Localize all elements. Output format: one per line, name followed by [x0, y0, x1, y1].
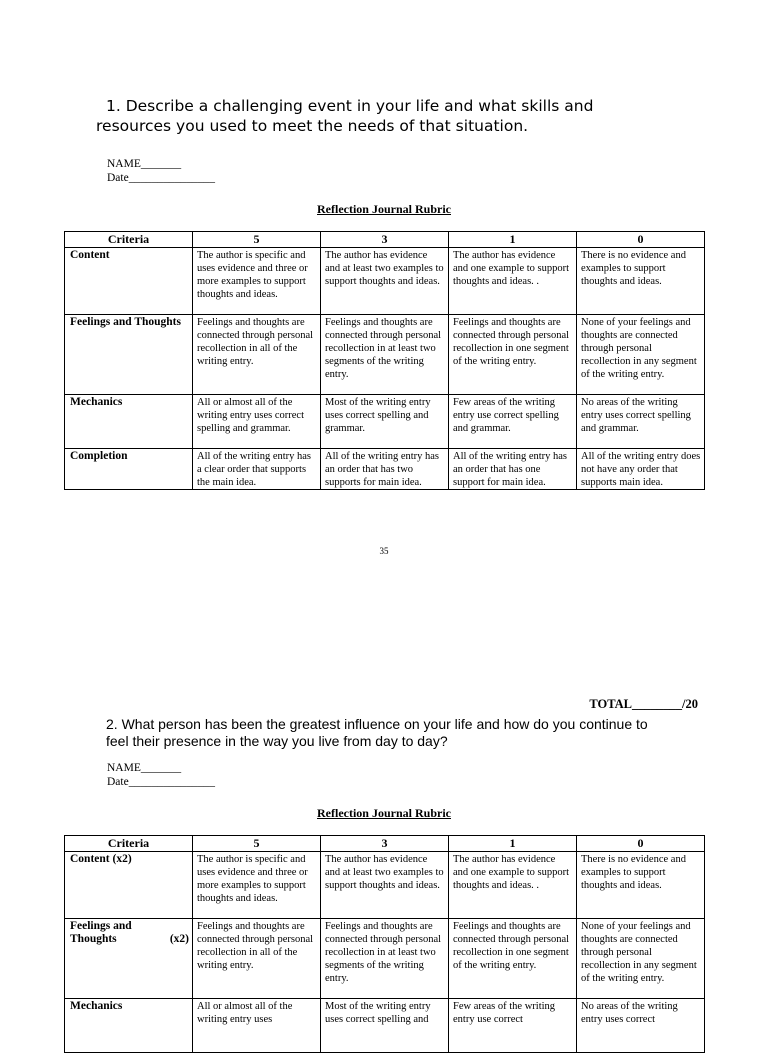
rubric-table-2: [64, 835, 705, 1053]
header-score-5: 5: [193, 836, 321, 852]
header-score-1: 1: [449, 836, 577, 852]
criteria-cell: Completion: [65, 449, 193, 490]
rubric-title: Reflection Journal Rubric: [317, 202, 451, 216]
criteria-cell: Content: [65, 248, 193, 315]
criteria-cell: Feelings and Thoughts: [65, 315, 193, 395]
rubric-cell: Feelings and thoughts are connected through personal recollection in at least two segments of the writing entry.: [321, 315, 449, 395]
rubric-cell: All or almost all of the writing entry uses correct spelling and grammar.: [193, 395, 321, 449]
table-row: [65, 449, 705, 490]
header-criteria: Criteria: [65, 836, 193, 852]
rubric-cell: Few areas of the writing entry use correct spelling and grammar.: [449, 395, 577, 449]
rubric-cell: The author has evidence and at least two examples to support thoughts and ideas.: [321, 852, 449, 919]
table-row: [65, 999, 705, 1053]
name-field-label: NAME_______: [107, 158, 182, 170]
question-2-line-2: feel their presence in the way you live from day to day?: [106, 733, 448, 749]
rubric-cell: No areas of the writing entry uses correct: [577, 999, 705, 1053]
table-header-row: [65, 232, 705, 248]
criteria-line-2-wrap: [70, 933, 189, 946]
header-score-0: 0: [577, 232, 705, 248]
header-score-3: 3: [321, 836, 449, 852]
rubric-cell: All of the writing entry has a clear order that supports the main idea.: [193, 449, 321, 490]
table-row: [65, 315, 705, 395]
criteria-cell: Content (x2): [65, 852, 193, 919]
criteria-cell: [65, 919, 193, 999]
rubric-cell: None of your feelings and thoughts are connected through personal recollection in any segment of the writing entry.: [577, 919, 705, 999]
rubric-cell: The author has evidence and one example to support thoughts and ideas. .: [449, 852, 577, 919]
table-row: [65, 852, 705, 919]
rubric-cell: There is no evidence and examples to support thoughts and ideas.: [577, 852, 705, 919]
criteria-multiplier: (x2): [169, 933, 189, 945]
criteria-cell: Mechanics: [65, 395, 193, 449]
rubric-table-1: [64, 231, 705, 490]
date-field-label: Date_______________: [107, 776, 215, 788]
rubric-cell: No areas of the writing entry uses correct spelling and grammar.: [577, 395, 705, 449]
question-1-line-2: resources you used to meet the needs of that situation.: [96, 117, 529, 135]
question-2: [106, 716, 726, 750]
header-score-1: 1: [449, 232, 577, 248]
total-score-label: TOTAL________/20: [589, 697, 698, 711]
rubric-cell: The author is specific and uses evidence and three or more examples to support thoughts and ideas.: [193, 852, 321, 919]
rubric-cell: All of the writing entry does not have any order that supports main idea.: [577, 449, 705, 490]
table-row: [65, 248, 705, 315]
table-row: [65, 395, 705, 449]
rubric-cell: Most of the writing entry uses correct spelling and: [321, 999, 449, 1053]
header-score-3: 3: [321, 232, 449, 248]
rubric-title: Reflection Journal Rubric: [317, 806, 451, 820]
criteria-line-1: Feelings and: [70, 920, 132, 932]
question-2-line-1: 2. What person has been the greatest influence on your life and how do you continue to: [106, 716, 648, 732]
table-row: [65, 919, 705, 999]
rubric-cell: Feelings and thoughts are connected through personal recollection in one segment of the writing entry.: [449, 315, 577, 395]
rubric-cell: The author has evidence and one example to support thoughts and ideas. .: [449, 248, 577, 315]
page-number: 35: [379, 546, 389, 556]
rubric-cell: There is no evidence and examples to support thoughts and ideas.: [577, 248, 705, 315]
header-criteria: Criteria: [65, 232, 193, 248]
rubric-cell: All of the writing entry has an order that has two supports for main idea.: [321, 449, 449, 490]
date-field-label: Date_______________: [107, 172, 215, 184]
question-1-line-1: 1. Describe a challenging event in your life and what skills and: [106, 97, 594, 115]
rubric-cell: Feelings and thoughts are connected through personal recollection in all of the writing entry.: [193, 315, 321, 395]
header-score-0: 0: [577, 836, 705, 852]
question-1: [96, 96, 716, 136]
rubric-cell: Feelings and thoughts are connected through personal recollection in one segment of the writing entry.: [449, 919, 577, 999]
rubric-cell: Feelings and thoughts are connected through personal recollection in all of the writing entry.: [193, 919, 321, 999]
rubric-cell: Few areas of the writing entry use correct: [449, 999, 577, 1053]
criteria-cell: Mechanics: [65, 999, 193, 1053]
criteria-line-2: Thoughts: [70, 933, 117, 945]
table-header-row: [65, 836, 705, 852]
rubric-cell: The author has evidence and at least two examples to support thoughts and ideas.: [321, 248, 449, 315]
name-field-label: NAME_______: [107, 762, 182, 774]
rubric-cell: Feelings and thoughts are connected through personal recollection in at least two segments of the writing entry.: [321, 919, 449, 999]
rubric-cell: The author is specific and uses evidence and three or more examples to support thoughts and ideas.: [193, 248, 321, 315]
header-score-5: 5: [193, 232, 321, 248]
rubric-cell: None of your feelings and thoughts are connected through personal recollection in any segment of the writing entry.: [577, 315, 705, 395]
rubric-cell: All or almost all of the writing entry uses: [193, 999, 321, 1053]
rubric-cell: Most of the writing entry uses correct spelling and grammar.: [321, 395, 449, 449]
rubric-cell: All of the writing entry has an order that has one support for main idea.: [449, 449, 577, 490]
